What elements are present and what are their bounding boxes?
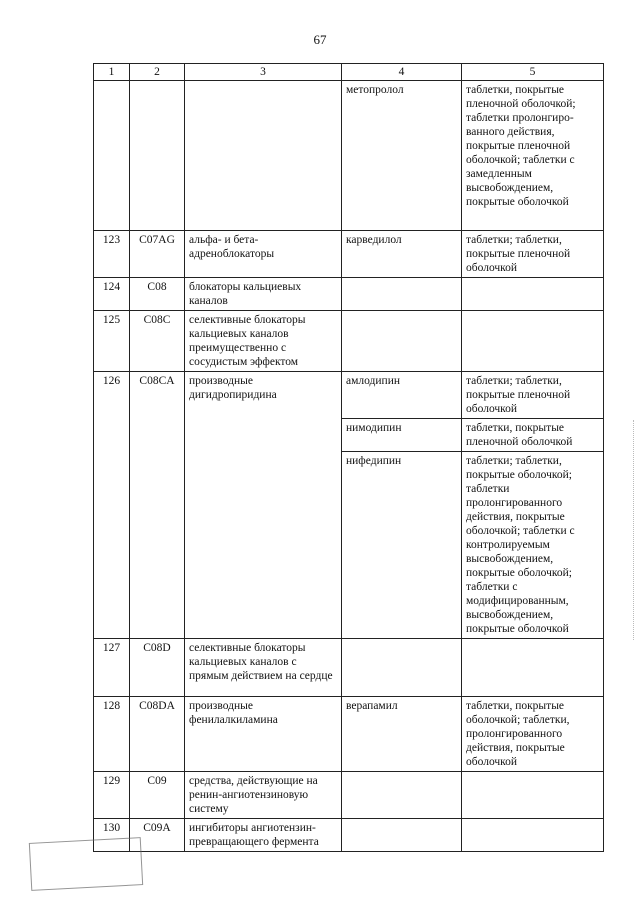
- drug-name: [342, 311, 462, 372]
- table-row: [94, 81, 604, 231]
- drug-name: нимодипин: [342, 419, 462, 452]
- table-row: [94, 819, 604, 852]
- atc-code: C08: [130, 278, 185, 311]
- table-row: [94, 697, 604, 772]
- atc-code: C09: [130, 772, 185, 819]
- pharmacological-group: селективные блокаторы кальциевых каналов с прямым действием на сердце: [185, 639, 342, 697]
- row-number: 123: [94, 231, 130, 278]
- table-row: [94, 311, 604, 372]
- column-header-5: 5: [462, 64, 604, 81]
- dosage-forms: [462, 311, 604, 372]
- atc-code: C08CA: [130, 372, 185, 639]
- dosage-forms: таблетки, покрытые пленочной оболочкой: [462, 419, 604, 452]
- dosage-forms: таблетки, покрытые пленочной оболочкой; таблетки пролонгиро-ванного действия, покрытые пленочной оболочкой; таблетки с замедленным высвобождением, покрытые оболочкой: [462, 81, 604, 231]
- dosage-forms: таблетки, покрытые оболочкой; таблетки, пролонгированного действия, покрытые оболочкой: [462, 697, 604, 772]
- drug-name: метопролол: [342, 81, 462, 231]
- row-number: 130: [94, 819, 130, 852]
- pharmacological-group: производные дигидропиридина: [185, 372, 342, 639]
- atc-code: C08C: [130, 311, 185, 372]
- table-row: [94, 772, 604, 819]
- row-number: 125: [94, 311, 130, 372]
- pharmacological-group: альфа- и бета-адреноблокаторы: [185, 231, 342, 278]
- dosage-forms: [462, 819, 604, 852]
- drug-name: верапамил: [342, 697, 462, 772]
- faded-stamp: [29, 837, 143, 891]
- drug-name: [342, 639, 462, 697]
- pharmacological-group: средства, действующие на ренин-ангиотензиновую систему: [185, 772, 342, 819]
- row-number: 127: [94, 639, 130, 697]
- atc-code: C08D: [130, 639, 185, 697]
- drug-name: [342, 278, 462, 311]
- dosage-forms: [462, 278, 604, 311]
- row-number: 129: [94, 772, 130, 819]
- column-header-3: 3: [185, 64, 342, 81]
- atc-code: C08DA: [130, 697, 185, 772]
- row-number: 124: [94, 278, 130, 311]
- atc-code: [130, 81, 185, 231]
- header-row: [94, 64, 604, 81]
- drug-name: амлодипин: [342, 372, 462, 419]
- table-row: [94, 639, 604, 697]
- table-row: [94, 372, 604, 419]
- dosage-forms: [462, 772, 604, 819]
- table-row: [94, 278, 604, 311]
- column-header-1: 1: [94, 64, 130, 81]
- row-number: 126: [94, 372, 130, 639]
- atc-code: C07AG: [130, 231, 185, 278]
- drug-list-table: [93, 63, 604, 852]
- pharmacological-group: селективные блокаторы кальциевых каналов преимущественно с сосудистым эффектом: [185, 311, 342, 372]
- table-row: [94, 231, 604, 278]
- column-header-4: 4: [342, 64, 462, 81]
- pharmacological-group: ингибиторы ангиотензин-превращающего фермента: [185, 819, 342, 852]
- pharmacological-group: производные фенилалкиламина: [185, 697, 342, 772]
- page-number: 67: [313, 32, 327, 47]
- dosage-forms: таблетки; таблетки, покрытые пленочной оболочкой: [462, 372, 604, 419]
- drug-name: карведилол: [342, 231, 462, 278]
- row-number: 128: [94, 697, 130, 772]
- dosage-forms: таблетки; таблетки, покрытые оболочкой; таблетки пролонгированного действия, покрытые оболочкой; таблетки с контролируемым высвобождением, покрытые оболочкой; таблетки с модифицированным, высвобождением, покрытые оболочкой: [462, 452, 604, 639]
- drug-name: нифедипин: [342, 452, 462, 639]
- column-header-2: 2: [130, 64, 185, 81]
- atc-code: C09A: [130, 819, 185, 852]
- dosage-forms: таблетки; таблетки, покрытые пленочной оболочкой: [462, 231, 604, 278]
- scan-edge-marks: [631, 420, 634, 640]
- row-number: [94, 81, 130, 231]
- pharmacological-group: блокаторы кальциевых каналов: [185, 278, 342, 311]
- drug-name: [342, 772, 462, 819]
- dosage-forms: [462, 639, 604, 697]
- pharmacological-group: [185, 81, 342, 231]
- drug-name: [342, 819, 462, 852]
